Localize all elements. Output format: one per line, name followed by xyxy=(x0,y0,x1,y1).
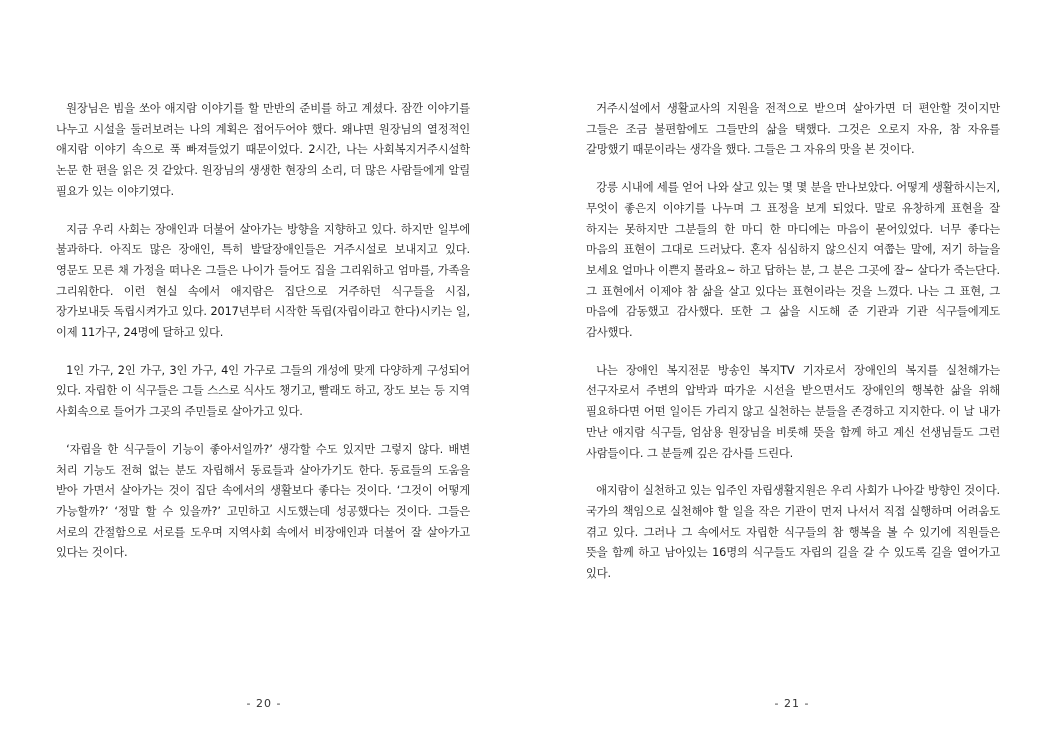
right-page xyxy=(528,0,1056,745)
paragraph: 나는 장애인 복지전문 방송인 복지TV 기자로서 장애인의 복지를 실천해가는 선구자로서 주변의 압박과 따가운 시선을 받으면서도 장애인의 행복한 삶을 위해 필요하다면 어떤 일이든 가리지 않고 실천하는 분들을 존경하고 지지한다. 이 날 내가 만난 애지람 식구들, 엄삼용 원장님을 비롯해 뜻을 함께 하고 계신 선생님들도 그런 사람들이다. 그 분들께 깊은 감사를 드린다. xyxy=(586,363,1000,460)
page-number: - 20 - xyxy=(246,697,282,710)
right-page-text xyxy=(586,99,1000,602)
page-number: - 21 - xyxy=(774,697,810,710)
left-page-text xyxy=(56,99,470,581)
paragraph: 지금 우리 사회는 장애인과 더불어 살아가는 방향을 지향하고 있다. 하지만 일부에 불과하다. 아직도 많은 장애인, 특히 발달장애인들은 거주시설로 보내지고 있다. 영문도 모른 채 가정을 떠나온 그들은 나이가 들어도 집을 그리워하고 엄마를, 가족을 그리워한다. 이런 현실 속에서 애지람은 집단으로 거주하던 식구들을 시집, 장가보내듯 독립시켜가고 있다. 2017년부터 시작한 독립(자립이라고 한다)시키는 일, 이제 11가구, 24명에 달하고 있다. xyxy=(56,222,470,340)
paragraph: 강릉 시내에 세를 얻어 나와 살고 있는 몇 몇 분을 만나보았다. 어떻게 생활하시는지, 무엇이 좋은지 이야기를 나누며 그 표정을 보게 되었다. 말로 유창하게 표현을 잘 하지는 못하지만 그분들의 한 마디 한 마디에는 마음이 묻어있었다. 너무 좋다는 마음의 표현이 그대로 드러났다. 혼자 심심하지 않으신지 여쭙는 말에, 저기 하늘을 보세요 얼마나 이쁜지 몰라요~ 하고 답하는 분, 그 분은 그곳에 잘~ 살다가 죽는단다. 그 표현에서 이제야 참 삶을 살고 있다는 표현이라는 것을 느꼈다. 나는 그 표현, 그 마음에 감동했고 감사했다. 또한 그 삶을 시도해 준 기관과 기관 식구들에게도 감사했다. xyxy=(586,181,1000,340)
paragraph: 원장님은 빔을 쏘아 애지람 이야기를 할 만반의 준비를 하고 계셨다. 잠깐 이야기를 나누고 시설을 둘러보려는 나의 계획은 접어두어야 했다. 왜냐면 원장님의 열정적인 애지람 이야기 속으로 푹 빠져들었기 때문이었다. 2시간, 나는 사회복지거주시설학 논문 한 편을 읽은 것 같았다. 원장님의 생생한 현장의 소리, 더 많은 사람들에게 알릴 필요가 있는 이야기였다. xyxy=(56,102,470,198)
paragraph: ‘자립을 한 식구들이 기능이 좋아서일까?’ 생각할 수도 있지만 그렇지 않다. 배변 처리 기능도 전혀 없는 분도 자립해서 동료들과 살아가기도 한다. 동료들의 도움을 받아 가면서 살아가는 것이 집단 속에서의 생활보다 좋다는 것이다. ‘그것이 어떻게 가능할까?’ ‘정말 할 수 있을까?’ 고민하고 시도했는데 성공했다는 것이다. 그들은 서로의 간절함으로 서로를 도우며 지역사회 속에서 비장애인과 더불어 잘 살아가고 있다는 것이다. xyxy=(56,442,470,560)
paragraph: 애지람이 실천하고 있는 입주인 자립생활지원은 우리 사회가 나아갈 방향인 것이다. 국가의 책임으로 실천해야 할 일을 작은 기관이 먼저 나서서 직접 실행하며 어려움도 겪고 있다. 그러나 그 속에서도 자립한 식구들의 참 행복을 볼 수 있기에 직원들은 뜻을 함께 하고 남아있는 16명의 식구들도 자립의 길을 갈 수 있도록 길을 열어가고 있다. xyxy=(586,484,1000,581)
paragraph: 거주시설에서 생활교사의 지원을 전적으로 받으며 살아가면 더 편안할 것이지만 그들은 조금 불편함에도 그들만의 삶을 택했다. 그것은 오로지 자유, 참 자유를 갈망했기 때문이라는 생각을 했다. 그들은 그 자유의 맛을 본 것이다. xyxy=(586,102,1000,157)
paragraph: 1인 가구, 2인 가구, 3인 가구, 4인 가구로 그들의 개성에 맞게 다양하게 구성되어 있다. 자립한 이 식구들은 그들 스스로 식사도 챙기고, 빨래도 하고, 장도 보는 등 지역 사회속으로 들어가 그곳의 주민들로 살아가고 있다. xyxy=(56,363,470,419)
